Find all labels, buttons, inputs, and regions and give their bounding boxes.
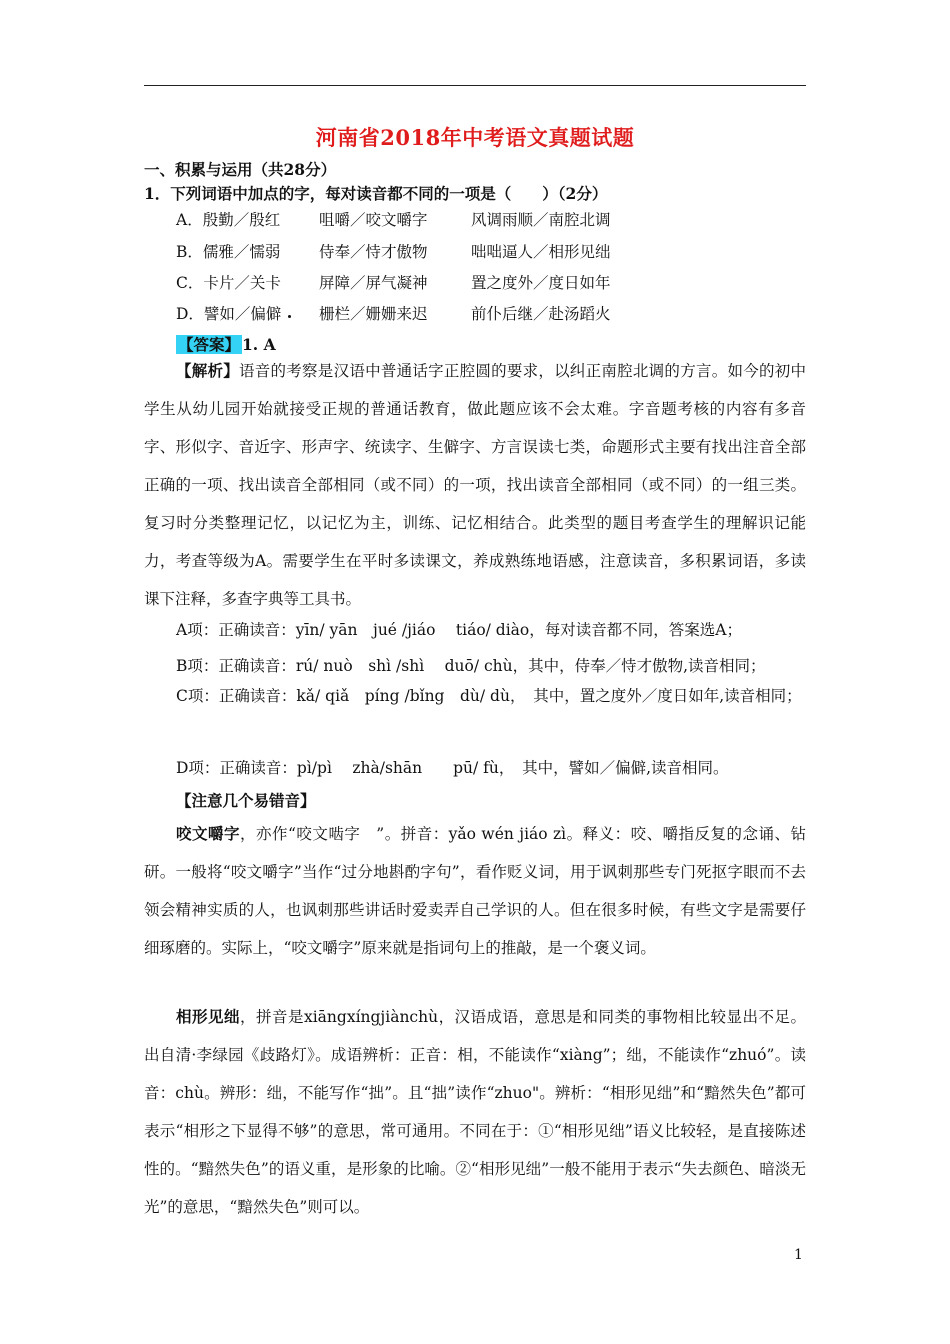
analysis-text: 语音的考察是汉语中普通话字正腔圆的要求，以纠正南腔北调的方言。如今的初中学生从幼儿园开始就接受正规的普通话教育，做此题应该不会太难。字音题考核的内容有多音字、形似字、音近字、形声字、统读字、生僻字、方言误读七类，命题形式主要有找出注音全部正确的一项、找出读音全部相同（或不同）的一项，找出读音全部相同（或不同）的一组三类。复习时分类整理记忆，以记忆为主，训练、记忆相结合。此类型的题目考查学生的理解识记能力，考查等级为A。需要学生在平时多读课文，养成熟练地语感，注意读音，多积累词语，多读课下注释，多查字典等工具书。 bbox=[144, 362, 806, 608]
page-number: 1 bbox=[794, 1247, 803, 1263]
option-col-1: A．殷勤／殷红 bbox=[176, 211, 281, 229]
note-paragraph-1 bbox=[144, 815, 806, 967]
option-col-3: 风调雨顺／南腔北调 bbox=[471, 211, 611, 229]
option-row bbox=[176, 271, 611, 293]
analysis-tag: 【解析】 bbox=[176, 361, 240, 380]
option-col-2: 屏障／屏气凝神 bbox=[319, 274, 428, 292]
analysis-paragraph bbox=[144, 352, 806, 618]
note-text-1: ，亦作“咬文啮字 ”。拼音：yǎo wén jiáo zì。释义：咬、嚼指反复的念诵、钻研。一般将“咬文嚼字”当作“过分地斟酌字句”，看作贬义词，用于讽刺那些专门死抠字眼而不去领会精神实质的人，也讽刺那些讲话时爱卖弄自己学识的人。但在很多时候，有些文字是需要仔细琢磨的。实际上，“咬文嚼字”原来就是指词句上的推敲，是一个褒义词。 bbox=[144, 825, 806, 957]
page-title: 河南省2018年中考语文真题试题 bbox=[315, 125, 635, 150]
option-col-2: 侍奉／恃才傲物 bbox=[319, 243, 428, 261]
note-heading: 【注意几个易错音】 bbox=[176, 791, 316, 810]
option-row bbox=[176, 240, 611, 262]
section-heading: 一、积累与运用（共28分） bbox=[144, 160, 337, 179]
reading-item-a: A项：正确读音：yīn/ yān jué /jiáo tiáo/ diào，每对读音都不同，答案选A； bbox=[176, 621, 742, 639]
note-text-2: ，拼音是xiāngxíngjiànchù，汉语成语，意思是和同类的事物相比较显出不足。出自清·李绿园《歧路灯》。成语辨析：正音：相，不能读作“xiàng”；绌，不能读作“zhuó”。读音：chù。辨形：绌，不能写作“拙”。且“拙”读作“zhuo"。辨析：“相形见绌”和“黯然失色”都可表示“相形之下显得不够”的意思，常可通用。不同在于：①“相形见绌”语义比较轻，是直接陈述性的。“黯然失色”的语义重，是形象的比喻。②“相形见绌”一般不能用于表示“失去颜色、暗淡无光”的意思，“黯然失色”则可以。 bbox=[144, 1008, 806, 1216]
answer-tag: 【答案】 bbox=[178, 335, 241, 354]
note-paragraph-2 bbox=[144, 998, 806, 1226]
option-col-3: 置之度外／度日如年 bbox=[471, 274, 611, 292]
reading-item-c: C项：正确读音：kǎ/ qiǎ píng /bǐng dù/ dù， 其中，置之度外／度日如年,读音相同； bbox=[176, 687, 802, 705]
option-col-1: D．譬如／偏僻 bbox=[176, 305, 282, 323]
option-col-2: 咀嚼／咬文嚼字 bbox=[319, 211, 428, 229]
reading-item-b: B项：正确读音：rú/ nuò shì /shì duō/ chù，其中，侍奉／恃才傲物,读音相同； bbox=[176, 657, 766, 675]
option-col-3: 咄咄逼人／相形见绌 bbox=[471, 243, 611, 261]
note-term-1: 咬文嚼字 bbox=[176, 824, 240, 843]
answer-value: 1. A bbox=[242, 335, 276, 354]
question-text: 1．下列词语中加点的字，每对读音都不同的一项是（ ）（2分） bbox=[144, 184, 608, 203]
option-row bbox=[176, 208, 611, 230]
header-rule bbox=[144, 85, 806, 86]
emphasis-dot bbox=[288, 315, 291, 318]
option-col-2: 栅栏／姗姗来迟 bbox=[319, 305, 428, 323]
option-col-1: B．儒雅／懦弱 bbox=[176, 243, 281, 261]
option-col-3: 前仆后继／赴汤蹈火 bbox=[471, 305, 611, 323]
note-term-2: 相形见绌 bbox=[176, 1007, 240, 1026]
option-row bbox=[176, 302, 611, 324]
option-col-1: C．卡片／关卡 bbox=[176, 274, 281, 292]
reading-item-d: D项：正确读音：pì/pì zhà/shān pū/ fù， 其中，譬如／偏僻,读音相同。 bbox=[176, 759, 729, 777]
